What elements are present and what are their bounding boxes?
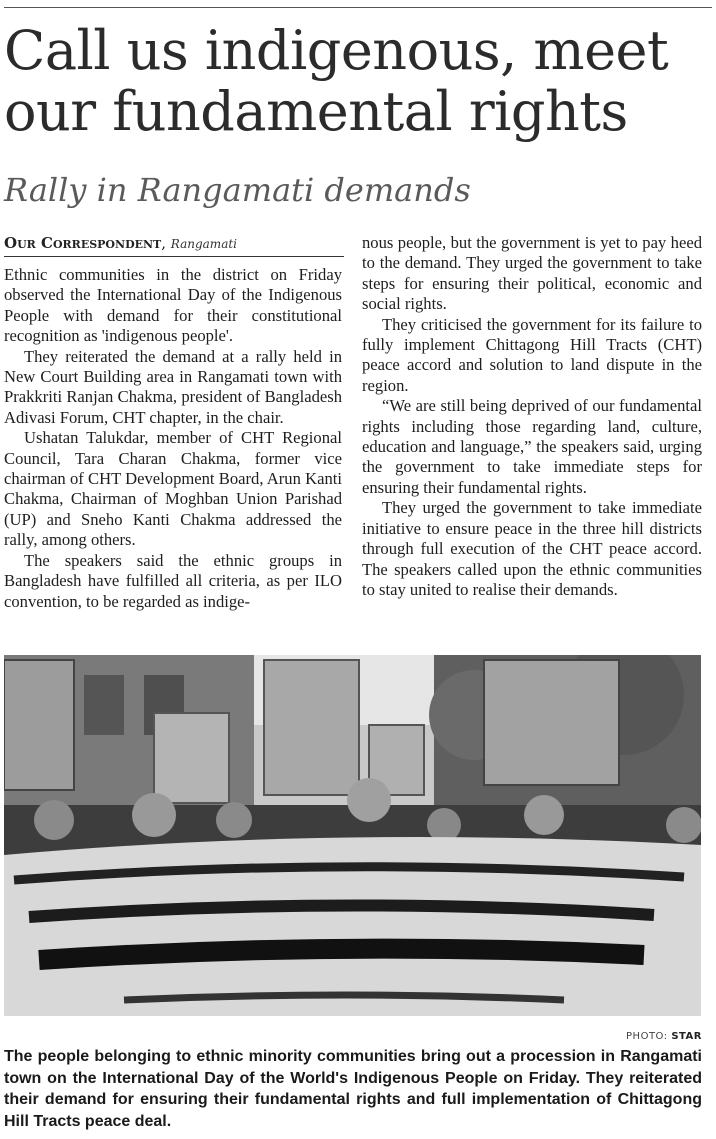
- headline-line-1: Call us indigenous, meet: [4, 19, 669, 82]
- photo-credit-source: STAR: [671, 1031, 702, 1042]
- paragraph-4-start: The speakers said the ethnic groups in Bangladesh have fulfilled all criteria, as per ILO convention, to be regarded as indige-: [4, 550, 342, 611]
- photo-credit: [626, 1031, 702, 1042]
- subheadline: Rally in Rangamati demands: [4, 171, 471, 209]
- byline: Our Correspondent, Rangamati: [4, 234, 238, 252]
- byline-name: Our Correspondent: [4, 234, 162, 252]
- byline-location: Rangamati: [170, 237, 238, 251]
- paragraph-2: They reiterated the demand at a rally held in New Court Building area in Rangamati town with Prakkriti Ranjan Chakma, president of Bangladesh Adivasi Forum, CHT chapter, in the chair.: [4, 346, 342, 427]
- rally-photo-illustration: [4, 655, 701, 1016]
- paragraph-7: They urged the government to take immediate initiative to ensure peace in the three hill districts through full execution of the CHT peace accord. The speakers called upon the ethnic communities to stay united to realise their demands.: [362, 498, 702, 599]
- photo-credit-label: PHOTO:: [626, 1031, 668, 1042]
- top-rule: [4, 7, 712, 8]
- photo-caption: The people belonging to ethnic minority communities bring out a procession in Rangamati town on the International Day of the World's Indigenous People on Friday. They reiterated their demand for ensuring their fundamental rights and full implementation of Chittagong Hill Tracts peace deal.: [4, 1048, 702, 1130]
- paragraph-5: They criticised the government for its failure to fully implement Chittagong Hill Tracts (CHT) peace accord and solution to land dispute in the region.: [362, 314, 702, 395]
- paragraph-3: Ushatan Talukdar, member of CHT Regional Council, Tara Charan Chakma, former vice chairman of CHT Development Board, Arun Kanti Chakma, Chairman of Moghban Union Parishad (UP) and Sneho Kanti Chakma addressed the rally, among others.: [4, 428, 342, 550]
- paragraph-4-end: nous people, but the government is yet to pay heed to the demand. They urged the government to take steps for ensuring their political, economic and social rights.: [362, 233, 702, 314]
- article-column-2: [362, 233, 702, 600]
- paragraph-6: “We are still being deprived of our fundamental rights including those regarding land, culture, education and language,” the speakers said, urging the government to take immediate steps for ensuring their fundamental rights.: [362, 396, 702, 497]
- paragraph-1: Ethnic communities in the district on Friday observed the International Day of the Indigenous People with demand for their constitutional recognition as 'indigenous people'.: [4, 265, 342, 346]
- rally-photo: [4, 655, 701, 1016]
- headline-line-2: our fundamental rights: [4, 80, 628, 143]
- byline-rule: [4, 256, 344, 257]
- article-column-1: [4, 265, 342, 612]
- headline: [4, 20, 712, 142]
